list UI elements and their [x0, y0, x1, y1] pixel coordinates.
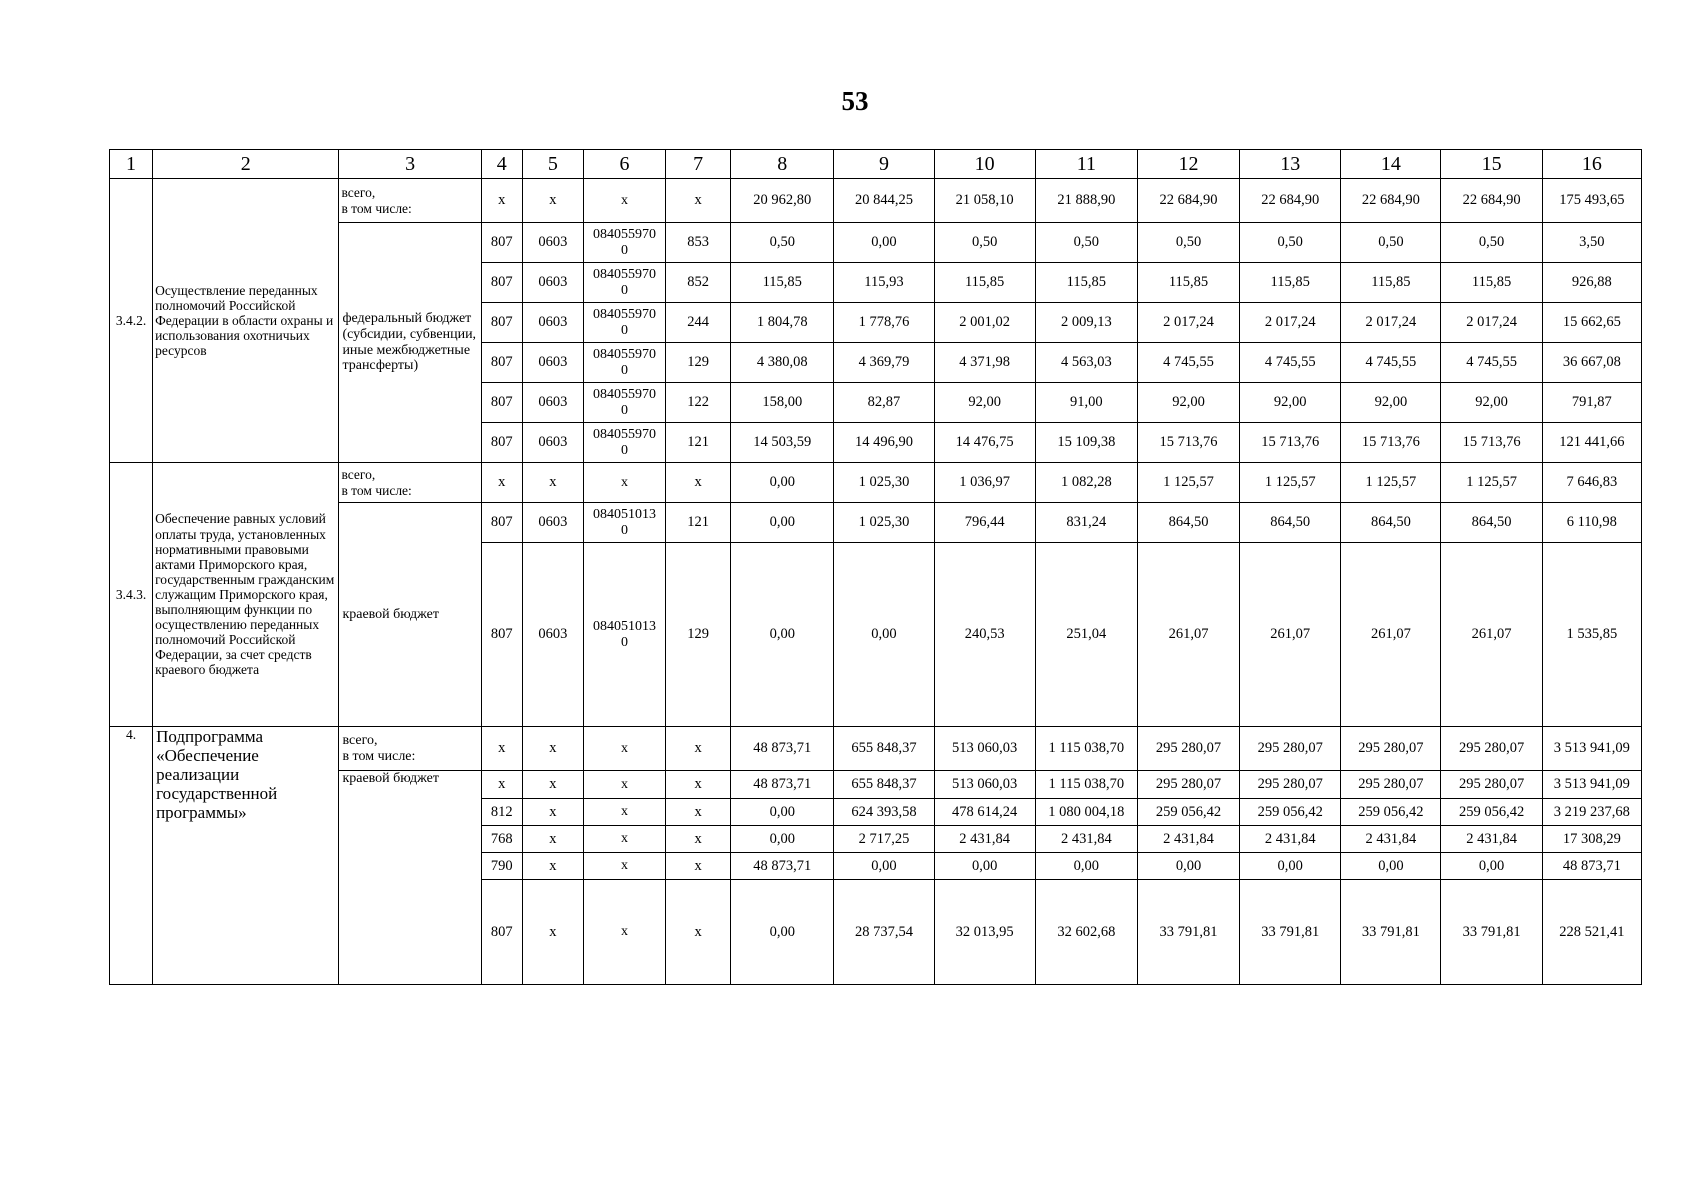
cell-ministry-code: 807: [481, 543, 522, 727]
table-row: [110, 727, 1642, 771]
cell-amount: 295 280,07: [1341, 727, 1441, 771]
cell-amount: 22 684,90: [1341, 179, 1441, 223]
cell-amount: 295 280,07: [1240, 727, 1341, 771]
section-number: 3.4.3.: [110, 463, 153, 727]
cell-amount: 2 431,84: [1035, 826, 1137, 853]
cell-amount: 48 873,71: [731, 771, 834, 799]
cell-amount: 796,44: [934, 503, 1035, 543]
cell-amount: 48 873,71: [731, 853, 834, 880]
cell-target-code: 084055970 0: [583, 263, 665, 303]
cell-amount: 1 036,97: [934, 463, 1035, 503]
cell-expense-type: х: [666, 799, 731, 826]
cell-ministry-code: х: [481, 771, 522, 799]
cell-total: 36 667,08: [1542, 343, 1641, 383]
cell-total: 228 521,41: [1542, 880, 1641, 985]
cell-amount: 0,50: [934, 223, 1035, 263]
cell-amount: 33 791,81: [1240, 880, 1341, 985]
cell-ministry-code: 807: [481, 223, 522, 263]
cell-amount: 15 713,76: [1441, 423, 1542, 463]
cell-target-code: х: [583, 771, 665, 799]
cell-ministry-code: 807: [481, 423, 522, 463]
cell-amount: 1 125,57: [1137, 463, 1239, 503]
page-number: 53: [841, 86, 869, 116]
cell-target-code: 084055970 0: [583, 343, 665, 383]
cell-amount: 864,50: [1240, 503, 1341, 543]
cell-amount: 115,85: [1341, 263, 1441, 303]
cell-amount: 513 060,03: [934, 771, 1035, 799]
cell-amount: 2 431,84: [1240, 826, 1341, 853]
cell-amount: 4 745,55: [1137, 343, 1239, 383]
cell-amount: 115,85: [1035, 263, 1137, 303]
table-row: [110, 223, 1642, 263]
cell-amount: 1 125,57: [1341, 463, 1441, 503]
cell-section-code: 0603: [522, 343, 583, 383]
cell-total: 121 441,66: [1542, 423, 1641, 463]
table-row: [110, 771, 1642, 799]
cell-amount: 15 713,76: [1240, 423, 1341, 463]
cell-total: 6 110,98: [1542, 503, 1641, 543]
cell-target-code: 084055970 0: [583, 423, 665, 463]
cell-amount: 655 848,37: [834, 771, 934, 799]
cell-expense-type: х: [666, 727, 731, 771]
cell-amount: 115,85: [731, 263, 834, 303]
cell-amount: 261,07: [1137, 543, 1239, 727]
header-cell: 14: [1341, 150, 1441, 179]
cell-amount: 15 713,76: [1137, 423, 1239, 463]
cell-amount: 2 017,24: [1441, 303, 1542, 343]
cell-amount: 240,53: [934, 543, 1035, 727]
cell-amount: 92,00: [1137, 383, 1239, 423]
header-cell: 2: [153, 150, 339, 179]
table-body: [110, 179, 1642, 985]
cell-amount: 0,00: [1035, 853, 1137, 880]
cell-amount: 22 684,90: [1441, 179, 1542, 223]
cell-expense-type: 853: [666, 223, 731, 263]
header-cell: 10: [934, 150, 1035, 179]
section-name: Обеспечение равных условий оплаты труда, установленных нормативными правовыми актами Приморского края, государственным гражданским служащим Приморского края, выполняющим функции по осуществлению переданных полномочий Российской Федерации, за счет средств краевого бюджета: [153, 463, 339, 727]
cell-amount: 2 431,84: [1341, 826, 1441, 853]
cell-amount: 0,00: [731, 463, 834, 503]
cell-amount: 0,50: [731, 223, 834, 263]
cell-amount: 864,50: [1441, 503, 1542, 543]
cell-section-code: х: [522, 771, 583, 799]
cell-expense-type: х: [666, 179, 731, 223]
header-cell: 7: [666, 150, 731, 179]
cell-target-code: х: [583, 853, 665, 880]
cell-amount: 0,00: [1341, 853, 1441, 880]
cell-amount: 115,85: [1441, 263, 1542, 303]
cell-ministry-code: х: [481, 463, 522, 503]
cell-target-code: 084051013 0: [583, 543, 665, 727]
cell-amount: 32 013,95: [934, 880, 1035, 985]
cell-ministry-code: 807: [481, 343, 522, 383]
cell-ministry-code: 790: [481, 853, 522, 880]
cell-amount: 259 056,42: [1137, 799, 1239, 826]
cell-amount: 92,00: [1341, 383, 1441, 423]
cell-amount: 0,00: [731, 826, 834, 853]
cell-section-code: 0603: [522, 423, 583, 463]
cell-section-code: х: [522, 853, 583, 880]
cell-amount: 4 563,03: [1035, 343, 1137, 383]
cell-section-code: х: [522, 463, 583, 503]
cell-amount: 295 280,07: [1137, 727, 1239, 771]
cell-ministry-code: 807: [481, 383, 522, 423]
cell-amount: 1 082,28: [1035, 463, 1137, 503]
cell-amount: 4 745,55: [1341, 343, 1441, 383]
cell-section-code: 0603: [522, 383, 583, 423]
cell-expense-type: х: [666, 463, 731, 503]
cell-amount: 261,07: [1441, 543, 1542, 727]
cell-ministry-code: х: [481, 179, 522, 223]
cell-amount: 1 115 038,70: [1035, 727, 1137, 771]
cell-ministry-code: 812: [481, 799, 522, 826]
cell-amount: 91,00: [1035, 383, 1137, 423]
cell-amount: 259 056,42: [1240, 799, 1341, 826]
header-cell: 4: [481, 150, 522, 179]
cell-amount: 0,00: [834, 853, 934, 880]
cell-ministry-code: 807: [481, 503, 522, 543]
cell-amount: 0,50: [1035, 223, 1137, 263]
table-row: [110, 503, 1642, 543]
cell-total: 1 535,85: [1542, 543, 1641, 727]
cell-section-code: 0603: [522, 303, 583, 343]
cell-amount: 22 684,90: [1240, 179, 1341, 223]
cell-amount: 295 280,07: [1341, 771, 1441, 799]
cell-total: 48 873,71: [1542, 853, 1641, 880]
cell-amount: 2 431,84: [934, 826, 1035, 853]
cell-amount: 0,50: [1341, 223, 1441, 263]
cell-amount: 15 713,76: [1341, 423, 1441, 463]
cell-total: 17 308,29: [1542, 826, 1641, 853]
cell-total: 3 513 941,09: [1542, 771, 1641, 799]
cell-expense-type: х: [666, 880, 731, 985]
cell-amount: 2 017,24: [1137, 303, 1239, 343]
cell-amount: 1 025,30: [834, 503, 934, 543]
cell-expense-type: 852: [666, 263, 731, 303]
cell-amount: 0,00: [1240, 853, 1341, 880]
cell-amount: 0,00: [731, 543, 834, 727]
cell-amount: 14 476,75: [934, 423, 1035, 463]
cell-amount: 295 280,07: [1137, 771, 1239, 799]
cell-amount: 2 431,84: [1441, 826, 1542, 853]
cell-expense-type: 122: [666, 383, 731, 423]
cell-ministry-code: 807: [481, 303, 522, 343]
cell-amount: 0,00: [834, 543, 934, 727]
cell-amount: 2 017,24: [1240, 303, 1341, 343]
cell-amount: 115,85: [1240, 263, 1341, 303]
cell-amount: 33 791,81: [1441, 880, 1542, 985]
cell-amount: 1 125,57: [1240, 463, 1341, 503]
cell-amount: 1 125,57: [1441, 463, 1542, 503]
cell-amount: 20 844,25: [834, 179, 934, 223]
cell-section-code: 0603: [522, 263, 583, 303]
table-row: [110, 179, 1642, 223]
cell-target-code: х: [583, 826, 665, 853]
cell-amount: 2 717,25: [834, 826, 934, 853]
cell-total: 7 646,83: [1542, 463, 1641, 503]
cell-amount: 92,00: [1240, 383, 1341, 423]
cell-amount: 92,00: [934, 383, 1035, 423]
cell-amount: 2 001,02: [934, 303, 1035, 343]
cell-amount: 33 791,81: [1341, 880, 1441, 985]
cell-total: 3,50: [1542, 223, 1641, 263]
budget-table: [109, 149, 1642, 985]
cell-ministry-code: 807: [481, 880, 522, 985]
cell-total: 3 219 237,68: [1542, 799, 1641, 826]
cell-amount: 0,00: [1137, 853, 1239, 880]
cell-total: 3 513 941,09: [1542, 727, 1641, 771]
cell-amount: 33 791,81: [1137, 880, 1239, 985]
table-row: [110, 463, 1642, 503]
cell-amount: 1 804,78: [731, 303, 834, 343]
funding-source: краевой бюджет: [339, 771, 481, 985]
cell-amount: 2 009,13: [1035, 303, 1137, 343]
cell-amount: 20 962,80: [731, 179, 834, 223]
cell-amount: 0,00: [834, 223, 934, 263]
cell-amount: 295 280,07: [1441, 727, 1542, 771]
cell-section-code: х: [522, 799, 583, 826]
cell-target-code: 084055970 0: [583, 383, 665, 423]
cell-ministry-code: 807: [481, 263, 522, 303]
cell-amount: 655 848,37: [834, 727, 934, 771]
cell-total: 926,88: [1542, 263, 1641, 303]
funding-source: всего, в том числе:: [339, 179, 481, 223]
cell-amount: 2 431,84: [1137, 826, 1239, 853]
cell-amount: 115,85: [934, 263, 1035, 303]
cell-amount: 259 056,42: [1441, 799, 1542, 826]
cell-amount: 251,04: [1035, 543, 1137, 727]
header-cell: 13: [1240, 150, 1341, 179]
cell-amount: 0,00: [934, 853, 1035, 880]
cell-amount: 513 060,03: [934, 727, 1035, 771]
section-name: Осуществление переданных полномочий Российской Федерации в области охраны и использования охотничьих ресурсов: [153, 179, 339, 463]
cell-amount: 15 109,38: [1035, 423, 1137, 463]
cell-amount: 831,24: [1035, 503, 1137, 543]
cell-amount: 0,00: [731, 880, 834, 985]
cell-section-code: 0603: [522, 503, 583, 543]
cell-target-code: х: [583, 727, 665, 771]
cell-amount: 0,50: [1441, 223, 1542, 263]
cell-total: 791,87: [1542, 383, 1641, 423]
cell-section-code: 0603: [522, 223, 583, 263]
cell-section-code: х: [522, 727, 583, 771]
cell-section-code: х: [522, 880, 583, 985]
cell-amount: 82,87: [834, 383, 934, 423]
cell-amount: 864,50: [1137, 503, 1239, 543]
cell-amount: 4 380,08: [731, 343, 834, 383]
cell-amount: 261,07: [1240, 543, 1341, 727]
cell-total: 15 662,65: [1542, 303, 1641, 343]
cell-ministry-code: 768: [481, 826, 522, 853]
cell-expense-type: 244: [666, 303, 731, 343]
cell-amount: 0,00: [731, 799, 834, 826]
cell-amount: 478 614,24: [934, 799, 1035, 826]
cell-section-code: х: [522, 179, 583, 223]
cell-amount: 14 496,90: [834, 423, 934, 463]
cell-amount: 92,00: [1441, 383, 1542, 423]
cell-section-code: х: [522, 826, 583, 853]
section-number: 4.: [110, 727, 153, 985]
cell-amount: 21 888,90: [1035, 179, 1137, 223]
cell-amount: 1 080 004,18: [1035, 799, 1137, 826]
cell-amount: 624 393,58: [834, 799, 934, 826]
header-cell: 5: [522, 150, 583, 179]
cell-amount: 158,00: [731, 383, 834, 423]
cell-expense-type: 121: [666, 503, 731, 543]
header-cell: 11: [1035, 150, 1137, 179]
cell-amount: 14 503,59: [731, 423, 834, 463]
cell-amount: 0,50: [1137, 223, 1239, 263]
header-cell: 3: [339, 150, 481, 179]
cell-amount: 259 056,42: [1341, 799, 1441, 826]
funding-source: всего, в том числе:: [339, 463, 481, 503]
header-cell: 12: [1137, 150, 1239, 179]
cell-target-code: х: [583, 799, 665, 826]
cell-amount: 1 025,30: [834, 463, 934, 503]
cell-amount: 22 684,90: [1137, 179, 1239, 223]
cell-ministry-code: х: [481, 727, 522, 771]
cell-expense-type: х: [666, 771, 731, 799]
cell-target-code: 084055970 0: [583, 223, 665, 263]
cell-amount: 295 280,07: [1240, 771, 1341, 799]
cell-amount: 295 280,07: [1441, 771, 1542, 799]
cell-target-code: 084055970 0: [583, 303, 665, 343]
cell-amount: 864,50: [1341, 503, 1441, 543]
header-cell: 1: [110, 150, 153, 179]
cell-target-code: х: [583, 463, 665, 503]
cell-amount: 1 115 038,70: [1035, 771, 1137, 799]
header-cell: 15: [1441, 150, 1542, 179]
cell-amount: 1 778,76: [834, 303, 934, 343]
cell-amount: 2 017,24: [1341, 303, 1441, 343]
header-row: [110, 150, 1642, 179]
cell-target-code: х: [583, 880, 665, 985]
cell-expense-type: 129: [666, 543, 731, 727]
cell-amount: 4 371,98: [934, 343, 1035, 383]
cell-amount: 0,00: [1441, 853, 1542, 880]
cell-expense-type: 121: [666, 423, 731, 463]
cell-amount: 115,85: [1137, 263, 1239, 303]
cell-amount: 4 745,55: [1441, 343, 1542, 383]
cell-section-code: 0603: [522, 543, 583, 727]
cell-amount: 0,50: [1240, 223, 1341, 263]
section-name: Подпрограмма «Обеспечение реализации государственной программы»: [153, 727, 339, 985]
cell-target-code: х: [583, 179, 665, 223]
cell-amount: 115,93: [834, 263, 934, 303]
funding-source: краевой бюджет: [339, 503, 481, 727]
cell-amount: 28 737,54: [834, 880, 934, 985]
cell-target-code: 084051013 0: [583, 503, 665, 543]
header-cell: 6: [583, 150, 665, 179]
funding-source: федеральный бюджет (субсидии, субвенции, иные межбюджетные трансферты): [339, 223, 481, 463]
cell-total: 175 493,65: [1542, 179, 1641, 223]
cell-amount: 4 745,55: [1240, 343, 1341, 383]
section-number: 3.4.2.: [110, 179, 153, 463]
funding-source: всего, в том числе:: [339, 727, 481, 771]
header-cell: 9: [834, 150, 934, 179]
cell-expense-type: х: [666, 826, 731, 853]
cell-amount: 48 873,71: [731, 727, 834, 771]
cell-expense-type: х: [666, 853, 731, 880]
cell-amount: 0,00: [731, 503, 834, 543]
header-cell: 8: [731, 150, 834, 179]
cell-amount: 261,07: [1341, 543, 1441, 727]
cell-expense-type: 129: [666, 343, 731, 383]
cell-amount: 4 369,79: [834, 343, 934, 383]
cell-amount: 32 602,68: [1035, 880, 1137, 985]
header-cell: 16: [1542, 150, 1641, 179]
cell-amount: 21 058,10: [934, 179, 1035, 223]
